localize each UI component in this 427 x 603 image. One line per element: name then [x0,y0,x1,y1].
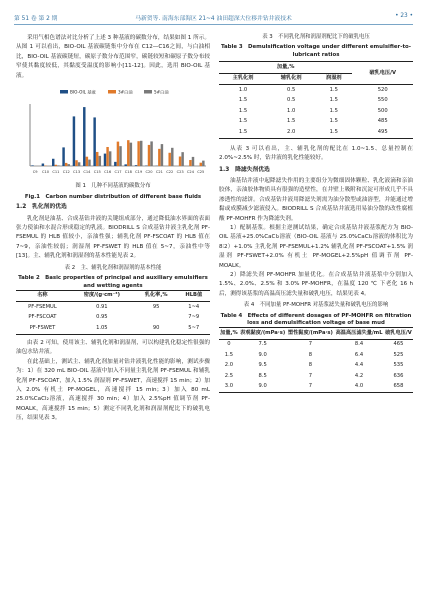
t2-header: 乳化率,% [135,290,178,302]
table-row [219,382,413,393]
bar-5#白油-C23 [181,152,183,166]
x-tick-label: C17 [114,170,122,175]
legend-label: 3#白油 [118,89,133,95]
table-4 [219,327,413,393]
x-tick-label: C18 [124,170,132,175]
bar-BIO-OIL 基液-C17 [114,162,116,166]
t4-cell: 9.5 [258,362,267,369]
t2-cell: 0.91 [96,303,108,310]
table-row [219,339,413,350]
t2-cell: PF-FSWET [16,323,69,334]
t3-cell: 1.5 [329,107,338,114]
legend-swatch [144,90,152,94]
table-row [219,350,413,361]
t4-cell: 7.5 [258,341,267,348]
table-3-caption-cn: 表 3 不同乳化剂和润湿剂配比下的破乳电压 [262,34,370,40]
paragraph-filtrate-reducer: 油基钻井液中起降滤失作用的主要组分为微细固体颗粒、乳化液滴和亲油胶体，亲油胶体物质具有很强的造壁性，在井壁上吸附和沉淀可形成几乎不具渗透性的滤饼。合成基钻井液用降滤失剂需为油分散型或油溶型，并能通过增黏或成膜减少滤液侵入。BIODRILL S 合成基钻井液选用易油分散的改性腐植酸 PF-MOHFR 作为降滤失剂。 [219,177,413,222]
t4-cell: 636 [393,372,404,379]
t3-cell: 1.5 [219,127,267,138]
t4-cell: 8.4 [354,341,364,348]
bar-3#白油-C17 [117,142,119,166]
t4-header: 表观黏度/(mPa·s) [239,328,287,340]
bar-BIO-OIL 基液-C16 [104,154,106,166]
bar-5#白油-C25 [202,161,204,166]
t4-cell: 535 [393,362,404,369]
t4-cell: 2.0 [224,362,234,369]
bar-BIO-OIL 基液-C11 [52,159,54,166]
bar-3#白油-C20 [148,145,150,166]
bar-5#白油-C13 [78,162,80,166]
table-3 [219,61,413,139]
bar-3#白油-C19 [137,141,139,166]
t2-header: 名称 [16,290,69,302]
x-tick-label: C13 [73,170,81,175]
t4-header: 加量,% [219,328,239,340]
bar-3#白油-C24 [189,160,191,166]
bar-5#白油-C16 [109,151,111,166]
table-3-caption-en: Table 3 Demulsification voltage under different emulsifier-to-lubricant ratios [221,44,411,58]
t4-header: 高温高压滤失量/mL [334,328,384,340]
t3-cell: 1.5 [329,97,338,104]
t2-cell: 0.95 [96,314,108,321]
x-tick-label: C22 [166,170,174,175]
t4-cell: 525 [393,351,404,358]
bar-3#白油-C25 [200,163,202,166]
x-tick-label: C10 [41,170,50,175]
bar-3#白油-C16 [106,147,108,166]
t3-cell: 485 [377,118,388,125]
legend-swatch [60,90,68,94]
paragraph-dosage-optimization: 2）降滤失剂 PF-MOHFR 加量优化。在合成基钻井液基浆中分别加入 1.5%、2.0%、2.5% 和 3.0% PF-MOHFR，在温度 120 ℃ 下老化 16 h 后，测得该基浆的高温高压滤失量和破乳电压，结果见表 4。 [219,272,413,297]
x-tick-label: C23 [176,170,184,175]
t4-cell: 0 [227,341,231,348]
table-row [16,313,210,324]
x-tick-label: C12 [62,170,70,175]
t4-cell: 8 [308,351,313,358]
paragraph-table3-note: 从表 3 可以看出，主、辅乳化剂的配比在 1.0~1.5、总量控制在 2.0%~2.5% 时，钻井液的乳化性能较好。 [219,145,413,162]
bar-5#白油-C17 [119,146,121,166]
bar-5#白油-C15 [99,156,101,166]
t3-cell: 550 [377,97,388,104]
t4-cell: 7 [287,382,335,393]
bar-BIO-OIL 基液-C18 [124,164,126,166]
table-row [219,361,413,372]
t3-cell: 520 [377,86,388,93]
table-row [219,371,413,382]
bar-BIO-OIL 基液-C9 [31,165,33,166]
header-volume: 第 51 卷 第 2 期 [14,16,58,22]
t4-cell: 9.0 [258,351,267,358]
t2-cell: 1.05 [69,323,135,334]
t4-cell: 465 [393,341,404,348]
t4-cell: 9.0 [239,382,287,393]
t3-cell: 0.5 [287,97,296,104]
section-1-3-heading: 1.3 降滤失剂优选 [219,166,270,173]
bar-3#白油-C12 [65,163,67,166]
t2-cell: PF-FSEMUL [28,303,57,310]
table-2 [16,290,210,335]
bar-BIO-OIL 基液-C15 [93,117,95,166]
bar-5#白油-C14 [88,160,90,166]
bar-BIO-OIL 基液-C14 [83,107,85,166]
table-2-caption-en: Table 2 Basic properties of principal and auxiliary emulsifiers and wetting agents [18,275,208,289]
t3-header: 主乳化剂 [219,73,267,85]
t2-cell: 5~7 [178,323,210,334]
bar-3#白油-C14 [86,157,88,166]
t3-cell: 1.5 [287,118,296,125]
t3-header: 破乳电压/V [352,62,413,85]
table-row [16,323,210,334]
table-row [16,302,210,313]
bar-3#白油-C22 [168,153,170,166]
t3-header: 润湿剂 [315,73,352,85]
x-tick-label: C15 [93,170,101,175]
t4-cell: 658 [384,382,413,393]
t4-cell: 2.5 [224,372,234,379]
bar-3#白油-C15 [96,152,98,166]
t2-cell: 95 [152,303,160,310]
t4-header: 塑性黏度/(mPa·s) [287,328,335,340]
t3-cell: 2.0 [267,127,315,138]
legend-swatch [108,90,116,94]
table-4-caption-cn: 表 4 不同加量 PF-MOHFR 对基浆滤失量和破乳电压的影响 [243,302,389,309]
x-tick-label: C19 [135,170,143,175]
t3-cell: 1.5 [238,97,248,104]
paragraph-base-mud: 1）配制基浆。根据主逆测试结果，确定合成基钻井液基浆配方为 BIO-OIL 基液+25.0%CaCl₂溶液（BIO-OIL 基液与 25.0%CaCl₂溶液的体积比为 8∶2）+1.0% 主乳化剂 PF-FSEMUL+1.2% 辅乳化剂 PF-FSCOAT+1.5% 润湿剂 PF-FSWET+2.0% 有机土 PF-MOGEL+2.5%pH 值调节剂 PF-MOALK。 [219,224,413,269]
bar-3#白油-C11 [55,165,57,166]
t2-cell [135,313,178,324]
bar-5#白油-C12 [68,164,70,166]
t4-cell: 7 [308,341,313,348]
t4-cell: 4.2 [354,372,364,379]
bar-3#白油-C23 [179,157,181,167]
left-column [16,34,210,424]
table-row [219,117,413,128]
table-2-caption-cn: 表 2 主、辅乳化剂和润湿剂的基本性能 [64,264,162,271]
bar-3#白油-C13 [75,160,77,166]
t4-cell: 4.0 [334,382,384,393]
section-1-2-heading: 1.2 乳化剂的优选 [16,204,67,211]
t3-group-header: 加量,% [219,62,352,74]
t3-cell: 1.5 [315,127,352,138]
t2-header: 密度/(g·cm⁻³) [69,290,135,302]
table-row [219,96,413,107]
bar-5#白油-C19 [140,141,142,166]
t2-cell: 1~4 [188,303,200,310]
table-4-caption-en: Table 4 Effects of different dosages of PF-MOHFR on filtration loss and demulsification voltage of base mud [220,312,412,327]
t4-cell: 3.0 [219,382,239,393]
bar-5#白油-C18 [130,143,132,166]
t4-header: 破乳电压/V [384,328,413,340]
t3-cell: 0.5 [287,86,296,93]
x-tick-label: C16 [104,170,112,175]
t4-cell: 8.5 [258,372,267,379]
bar-BIO-OIL 基液-C13 [73,116,75,166]
paragraph-emulsifier: 乳化剂是油基、合成基钻井液的关键组成部分，通过降低油水界面的表面张力使油和水混合形成稳定的乳液。BIODRILL S 合成基钻井液主乳化剂 PF-FSEMUL 的 HLB 值较小，亲油性强；辅乳化剂 PF-FSCOAT 的 HLB 值在 7~9，亲油性较弱；润湿剂 PF-FSWET 的 HLB 值在 5~7，亲油性中等[13]。主、辅乳化剂和润湿剂的基本性能见表 2。 [16,215,210,260]
figure-1 [16,84,210,180]
bar-5#白油-C24 [192,157,194,166]
bar-BIO-OIL 基液-C12 [62,147,64,166]
t4-cell: 1.5 [224,351,234,358]
bar-5#白油-C11 [57,165,59,166]
x-tick-label: C25 [197,170,205,175]
x-tick-label: C21 [155,170,163,175]
t3-cell: 495 [352,127,413,138]
x-tick-label: C14 [83,170,91,175]
t3-cell: 1.5 [329,86,338,93]
t2-cell: PF-FSCOAT [28,314,57,321]
t4-cell: 8 [308,362,313,369]
figure-1-caption-en: Fig.1 Carbon number distribution of different base fluids [24,193,202,200]
table-row [219,85,413,96]
running-header [14,12,413,25]
t3-cell: 1.5 [238,118,248,125]
bar-3#白油-C21 [158,149,160,166]
t3-cell: 1.0 [238,86,248,93]
t3-cell: 1.0 [287,107,296,114]
header-page-number: • 23 • [395,13,413,19]
bar-BIO-OIL 基液-C10 [42,164,44,166]
t2-header: HLB值 [178,290,210,302]
x-tick-label: C11 [52,170,60,175]
bar-BIO-OIL 基液-C19 [135,165,137,166]
figure-1-caption-cn: 图 1 几种不同基液的碳数分布 [75,183,151,190]
carbon-distribution-chart [16,84,210,176]
x-tick-label: C9 [32,170,38,175]
t3-cell: 1.5 [329,118,338,125]
t4-cell: 7 [308,372,313,379]
x-tick-label: C24 [186,170,195,175]
t4-cell: 4.4 [354,362,364,369]
bar-5#白油-C21 [161,144,163,166]
table-row [219,127,413,138]
legend-label: BIO-OIL 基液 [70,89,96,95]
right-column [219,34,413,393]
header-title: 马新贺等. 南海东部海区 21~4 油田超深大位移井钻井液技术 [135,16,292,22]
paragraph-carbon-analysis: 采用气相色谱法对比分析了上述 3 种基液的碳数分布，结果如图 1 所示。从图 1 可以看出，BIO-OIL 基液碳链集中分布在 C12—C16之间，与白油相比，BIO-OIL 基液碳链短，碳原子数分布范围窄，碳链较短和碳原子数分布较窄使其黏度较低，其黏度受温度的影响小[11-12]。因此，选用 BIO-OIL 基液。 [16,35,210,79]
table-row [219,106,413,117]
t3-header: 辅乳化剂 [267,73,315,85]
bar-3#白油-C18 [127,140,129,166]
t3-cell: 1.5 [238,107,248,114]
t3-cell: 500 [377,107,388,114]
t2-cell: 7~9 [188,314,200,321]
paragraph-table2-note: 由表 2 可知，使用该主、辅乳化剂和润湿剂，可以构建乳化稳定性很强的油包水钻井液。 [16,339,210,356]
t2-cell: 90 [135,323,178,334]
paragraph-test-procedure: 在此基础上，测试主、辅乳化剂加量对钻井液乳化性能的影响，测试步骤为：1）在 320 mL BIO-OIL 基液中加入不同量主乳化剂 PF-FSEMUL 和辅乳化剂 PF-FSCOAT，加入 1.5% 润湿剂 PF-FSWET，高速搅拌 15 min；2）加入 2.0% 有机土 PF-MOGEL，高速搅拌 15 min；3）加入 80 mL 25.0%CaCl₂溶液，高速搅拌 30 min；4）加入 2.5%pH 值调节剂 PF-MOALK，高速搅拌 15 min；5）测定不同乳化剂和润湿剂配比下的破乳电压，结果见表 3。 [16,358,210,422]
t4-cell: 6.4 [354,351,364,358]
bar-5#白油-C20 [150,141,152,166]
x-tick-label: C20 [145,170,153,175]
bar-5#白油-C22 [171,148,173,166]
legend-label: 5#白油 [154,89,169,95]
